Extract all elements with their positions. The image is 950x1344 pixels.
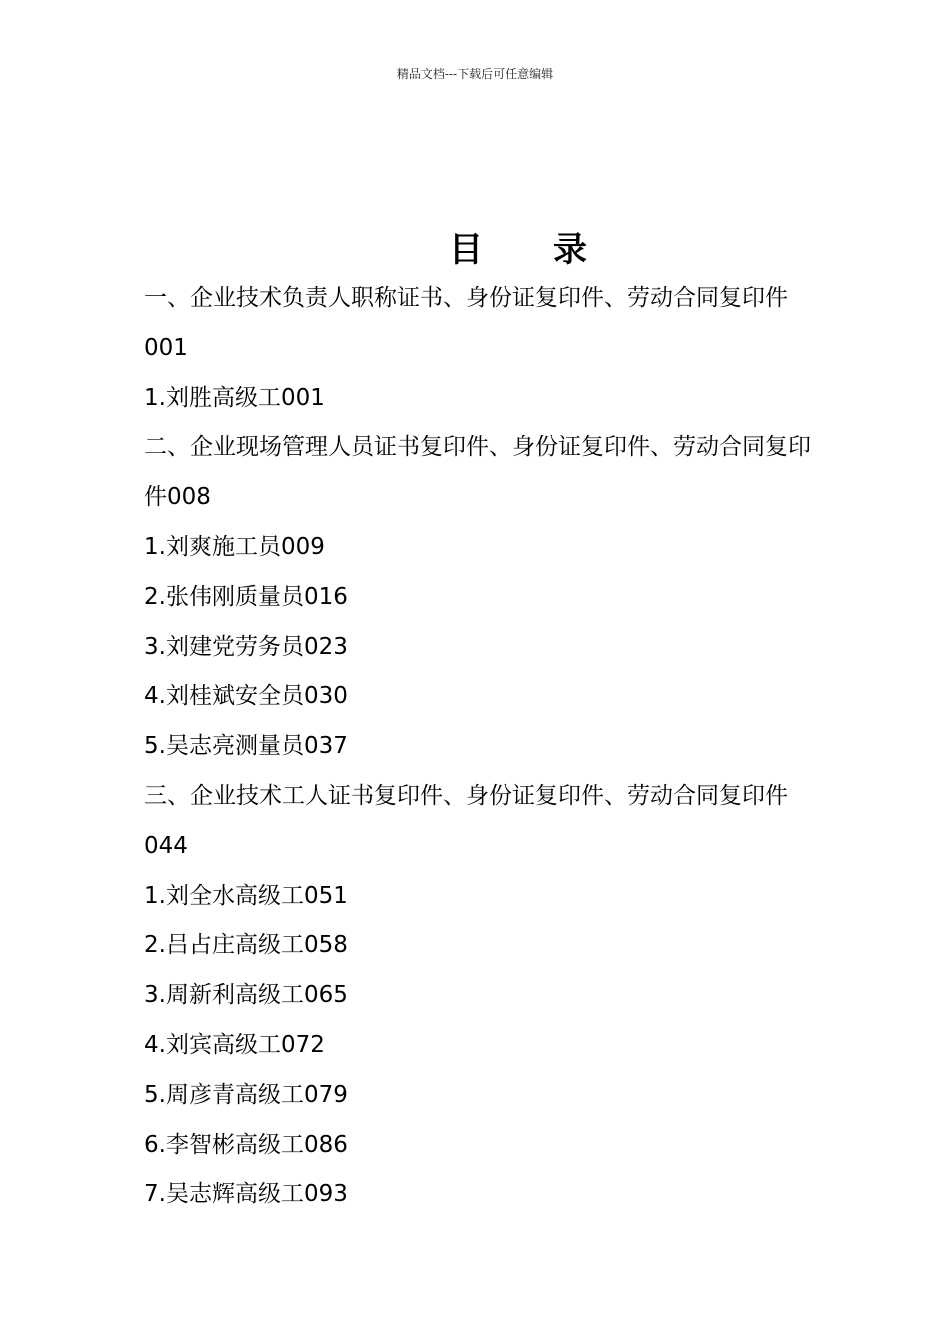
toc-section-2-page: 件008: [144, 484, 211, 511]
toc-entry: 2.张伟刚质量员016: [144, 583, 348, 610]
toc-entry: 5.吴志亮测量员037: [144, 733, 348, 760]
toc-entry: 4.刘宾高级工072: [144, 1031, 325, 1058]
toc-entry: 3.刘建党劳务员023: [144, 633, 348, 660]
toc-section-2-heading: 二、企业现场管理人员证书复印件、身份证复印件、劳动合同复印: [144, 434, 811, 461]
table-of-contents: [144, 274, 896, 1220]
toc-entry: 5.周彦青高级工079: [144, 1081, 348, 1108]
toc-section-3-heading: 三、企业技术工人证书复印件、身份证复印件、劳动合同复印件: [144, 782, 788, 809]
toc-entry: 6.李智彬高级工086: [144, 1131, 348, 1158]
toc-entry: 2.吕占庄高级工058: [144, 932, 348, 959]
toc-entry: 1.刘胜高级工001: [144, 384, 325, 411]
toc-title-char-2: 录: [553, 230, 587, 270]
toc-title: [0, 226, 950, 274]
toc-entry: 4.刘桂斌安全员030: [144, 683, 348, 710]
toc-section-1-page: 001: [144, 334, 188, 361]
page-header-note: 精品文档---下载后可任意编辑: [396, 67, 554, 81]
toc-entry: 7.吴志辉高级工093: [144, 1181, 348, 1208]
toc-entry: 3.周新利高级工065: [144, 982, 348, 1009]
toc-section-3-page: 044: [144, 832, 188, 859]
toc-title-char-1: 目: [449, 230, 483, 270]
toc-entry: 1.刘全水高级工051: [144, 882, 348, 909]
toc-section-1-heading: 一、企业技术负责人职称证书、身份证复印件、劳动合同复印件: [144, 285, 788, 311]
toc-entry: 1.刘爽施工员009: [144, 533, 325, 560]
